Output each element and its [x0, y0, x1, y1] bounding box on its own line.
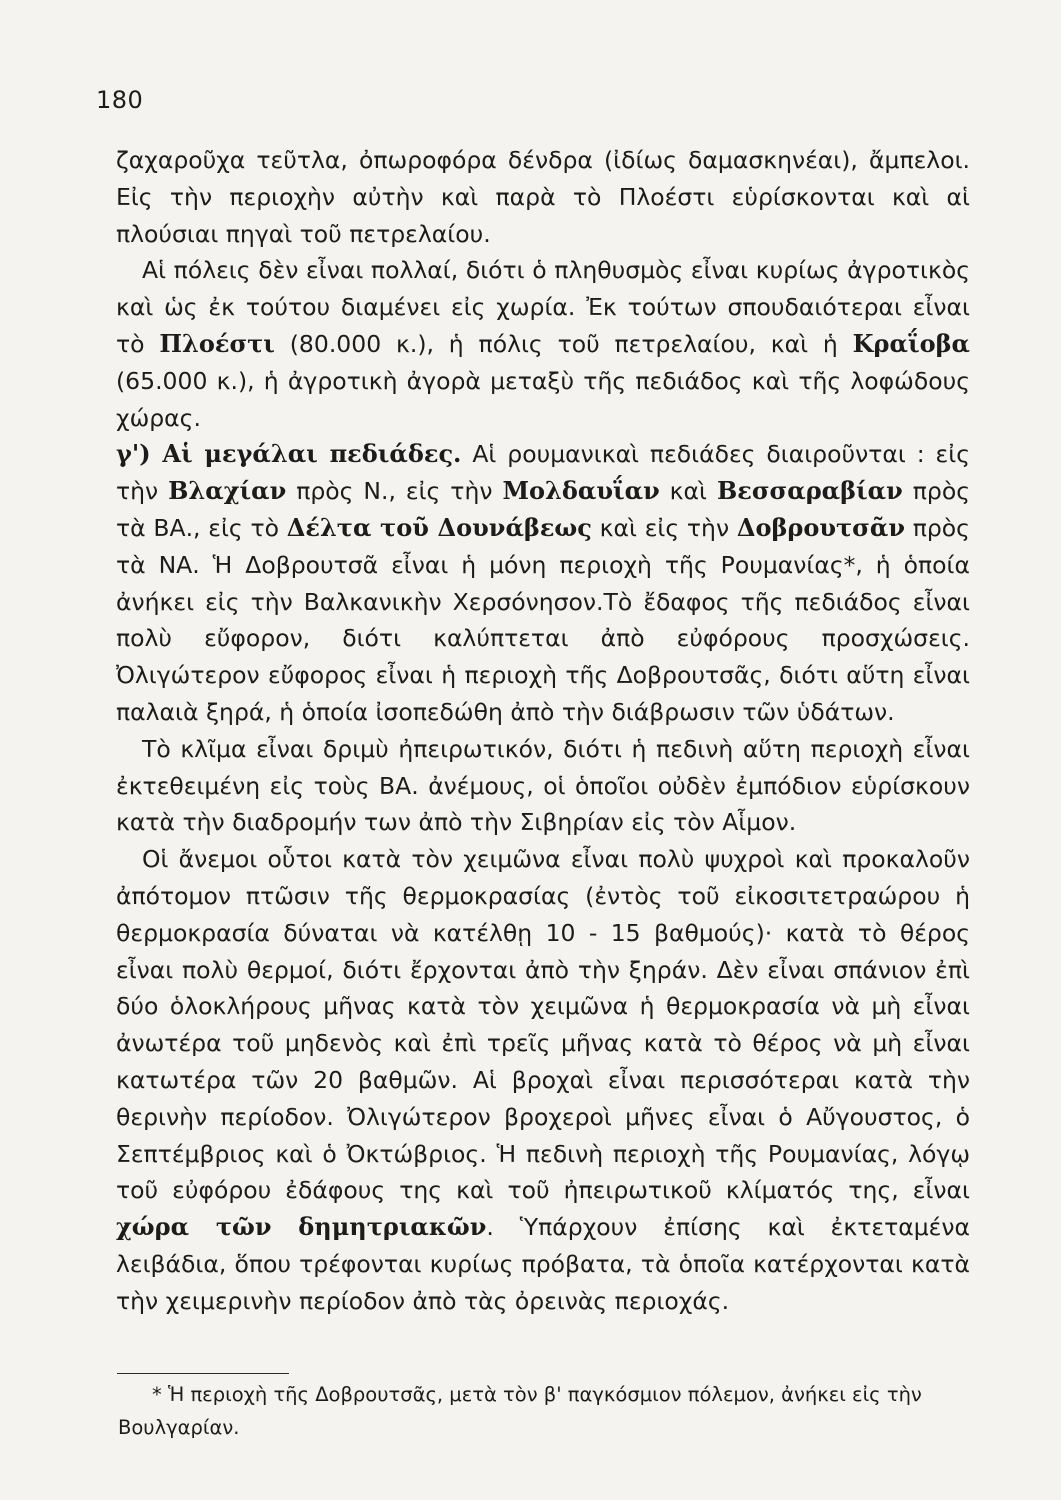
paragraph-3-text: πρὸς Ν., εἰς τὴν [286, 477, 503, 506]
paragraph-3-text: καὶ εἰς τὴν [591, 513, 737, 542]
emphasis-grain-country: χώρα τῶν δημητριακῶν [116, 1212, 487, 1242]
main-text [116, 142, 970, 1320]
paragraph-3-text: πρὸς τὰ ΒΑ., εἰς τὸ [116, 477, 970, 542]
place-danube-delta: Δέλτα τοῦ Δουνάβεως [286, 512, 592, 542]
place-wallachia: Βλαχίαν [168, 476, 287, 506]
paragraph-5-text: . Ὑπάρχουν ἐπίσης καὶ ἐκτεταμένα λειβάδια, ὅπου τρέφονται κυρίως πρόβατα, τὰ ὁποῖα κατέρχονται κατὰ τὴν χειμερινὴν περίοδον ἀπὸ τὰς ὀρεινὰς περιοχάς. [116, 1213, 970, 1315]
place-bessarabia: Βεσσαραβίαν [716, 476, 903, 506]
paragraph-1-text: ζαχαροῦχα τεῦτλα, ὀπωροφόρα δένδρα (ἰδίως δαμασκηνέαι), ἄμπελοι. Εἰς τὴν περιοχὴν αὐτὴν καὶ παρὰ τὸ Πλοέστι εὑρίσκονται καὶ αἱ πλούσιαι πηγαὶ τοῦ πετρελαίου. [116, 146, 970, 248]
place-ploesti: Πλοέστι [159, 328, 275, 358]
paragraph-5-winds [116, 841, 970, 1319]
place-craiova: Κραΐοβα [852, 328, 970, 358]
paragraph-3-text: Αἱ ρουμανικαὶ πεδιάδες διαιροῦνται : εἰς τὴν [116, 440, 971, 506]
place-moldavia: Μολδαυΐαν [502, 476, 660, 506]
paragraph-2-text: (65.000 κ.), ἡ ἀγροτικὴ ἀγορὰ μεταξὺ τῆς πεδιάδος καὶ τῆς λοφώδους χώρας. [116, 366, 970, 432]
paragraph-1 [116, 142, 970, 252]
paragraph-2-cities [116, 252, 970, 436]
paragraph-4-text: Τὸ κλῖμα εἶναι δριμὺ ἠπειρωτικόν, διότι ἡ πεδινὴ αὕτη περιοχὴ εἶναι ἐκτεθειμένη εἰς τοὺς ΒΑ. ἀνέμους, οἱ ὁποῖοι οὐδὲν ἐμπόδιον εὑρίσκουν κατὰ τὴν διαδρομήν των ἀπὸ τὴν Σιβηρίαν εἰς τὸν Αἷμον. [116, 734, 970, 837]
paragraph-2-text: (80.000 κ.), ἡ πόλις τοῦ πετρελαίου, καὶ ἡ [274, 329, 853, 358]
paragraph-2-text: Αἱ πόλεις δὲν εἶναι πολλαί, διότι ὁ πληθυσμὸς εἶναι κυρίως ἀγροτικὸς καὶ ὡς ἐκ τούτου διαμένει εἰς χωρία. Ἐκ τούτων σπουδαιότεραι εἶναι τὸ [116, 256, 970, 358]
paragraph-3-text: πρὸς τὰ ΝΑ. Ἡ Δοβρουτσᾶ εἶναι ἡ μόνη περιοχὴ τῆς Ρουμανίας*, ἡ ὁποία ἀνήκει εἰς τὴν Βαλκανικὴν Χερσόνησον.Τὸ ἔδαφος τῆς πεδιάδος εἶναι πολὺ εὔφορον, διότι καλύπτεται ἀπὸ εὐφόρους προσχώσεις. Ὀλιγώτερον εὔφορος εἶναι ἡ περιοχὴ τῆς Δοβρουτσᾶς, διότι αὕτη εἶναι παλαιὰ ξηρά, ἡ ὁποία ἰσοπεδώθη ἀπὸ τὴν διάβρωσιν τῶν ὑδάτων. [116, 513, 970, 726]
paragraph-3-plains [116, 436, 970, 730]
footnote-text: * Ἡ περιοχὴ τῆς Δοβρουτσᾶς, μετὰ τὸν β' παγκόσμιον πόλεμον, ἀνήκει εἰς τὴν Βουλγαρίαν. [118, 1383, 922, 1439]
page-number: 180 [96, 86, 144, 114]
footnote [118, 1378, 970, 1444]
footnote-divider [117, 1373, 289, 1374]
place-dobruja: Δοβρουτσᾶν [736, 512, 905, 542]
paragraph-5-text: Οἱ ἄνεμοι οὗτοι κατὰ τὸν χειμῶνα εἶναι πολὺ ψυχροὶ καὶ προκαλοῦν ἀπότομον πτῶσιν τῆς θερμοκρασίας (ἐντὸς τοῦ εἰκοσιτετραώρου ἡ θερμοκρασία δύναται νὰ κατέλθῃ 10 - 15 βαθμούς)· κατὰ τὸ θέρος εἶναι πολὺ θερμοί, διότι ἔρχονται ἀπὸ τὴν ξηράν. Δὲν εἶναι σπάνιον ἐπὶ δύο ὁλοκλήρους μῆνας κατὰ τὸν χειμῶνα ἡ θερμοκρασία νὰ μὴ εἶναι ἀνωτέρα τοῦ μηδενὸς καὶ ἐπὶ τρεῖς μῆνας κατὰ τὸ θέρος νὰ μὴ εἶναι κατωτέρα τῶν 20 βαθμῶν. Αἱ βροχαὶ εἶναι περισσότεραι κατὰ τὴν θερινὴν περίοδον. Ὀλιγώτερον βροχεροὶ μῆνες εἶναι ὁ Αὔγουστος, ὁ Σεπτέμβριος καὶ ὁ Ὀκτώβριος. Ἡ πεδινὴ περιοχὴ τῆς Ρουμανίας, λόγῳ τοῦ εὐφόρου ἐδάφους της καὶ τοῦ ἠπειρωτικοῦ κλίματός της, εἶναι [116, 845, 970, 1205]
paragraph-4-climate [116, 731, 970, 841]
section-heading-plains: γ') Αἱ μεγάλαι πεδιάδες. [116, 439, 462, 469]
paragraph-3-text: καὶ [659, 477, 717, 506]
